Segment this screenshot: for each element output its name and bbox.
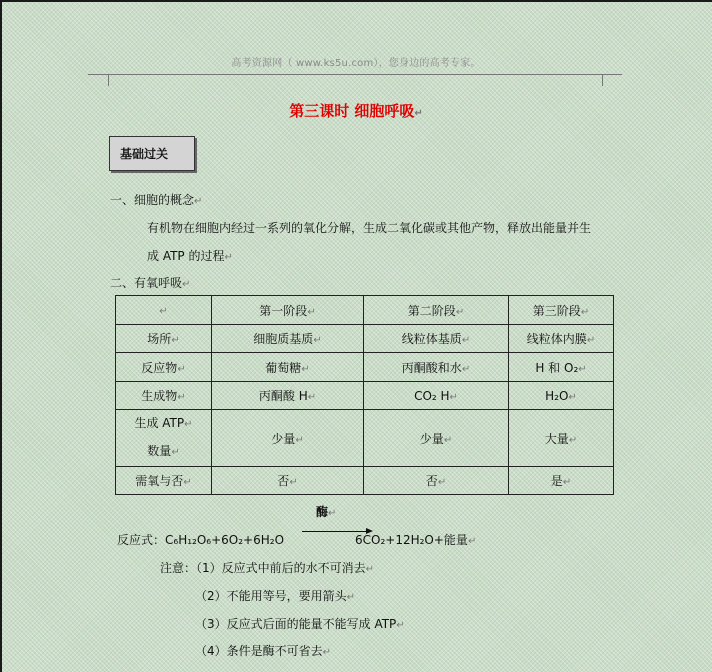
- section-box-label: 基础过关: [120, 147, 169, 161]
- section-box: [109, 136, 195, 171]
- table-cell: H₂O↵: [509, 382, 614, 410]
- table-row: [116, 410, 614, 467]
- note-1: 注意：（1）反应式中前后的水不可消去↵: [160, 561, 375, 575]
- table-cell: CO₂ H↵: [364, 382, 509, 410]
- reaction-right: 6CO₂+12H₂O+能量↵: [355, 533, 477, 547]
- section-2-heading: 二、有氧呼吸↵: [110, 276, 191, 290]
- header-rule: [108, 74, 602, 75]
- window-top-edge: [0, 0, 712, 2]
- table-cell: 细胞质基质↵: [212, 325, 364, 353]
- note-3: （3）反应式后面的能量不能写成 ATP↵: [195, 617, 405, 631]
- table-cell: 丙酮酸和水↵: [364, 353, 509, 382]
- table-header-cell: ↵: [116, 296, 212, 325]
- paragraph-mark-icon: ↵: [182, 279, 191, 290]
- reaction-left: 反应式：C₆H₁₂O₆+6O₂+6H₂O: [117, 533, 285, 547]
- table-cell: 否↵: [364, 467, 509, 495]
- table-cell: 反应物↵: [116, 353, 212, 382]
- paragraph-mark-icon: ↵: [224, 252, 233, 263]
- page-header: 高考资源网（ www.ks5u.com），您身边的高考专家。: [231, 58, 481, 69]
- table-cell: 生成 ATP↵ 数量↵: [116, 410, 212, 467]
- respiration-table: [115, 295, 614, 495]
- table-cell: 葡萄糖↵: [212, 353, 364, 382]
- margin-corner-mark-left: [108, 74, 109, 86]
- enzyme-label: 酶↵: [316, 505, 337, 519]
- header-rule-right: [602, 74, 622, 75]
- table-row: [116, 382, 614, 410]
- paragraph-mark-icon: ↵: [414, 108, 423, 119]
- table-cell: 否↵: [212, 467, 364, 495]
- table-cell: 线粒体基质↵: [364, 325, 509, 353]
- section-1-body-line-1: 有机物在细胞内经过一系列的氧化分解，生成二氧化碳或其他产物，释放出能量并生: [147, 221, 592, 235]
- table-cell: 是↵: [509, 467, 614, 495]
- table-cell: 大量↵: [509, 410, 614, 467]
- table-row: [116, 325, 614, 353]
- table-cell: 场所↵: [116, 325, 212, 353]
- section-1-body-line-2: 成 ATP 的过程↵: [147, 249, 233, 263]
- table-header-row: [116, 296, 614, 325]
- table-row: [116, 467, 614, 495]
- table-header-cell: 第三阶段↵: [509, 296, 614, 325]
- table-cell: 丙酮酸 H↵: [212, 382, 364, 410]
- paragraph-mark-icon: ↵: [194, 196, 203, 207]
- table-header-cell: 第一阶段↵: [212, 296, 364, 325]
- table-cell: 少量↵: [212, 410, 364, 467]
- margin-corner-mark-right: [602, 74, 603, 86]
- note-4: （4）条件是酶不可省去↵: [195, 644, 332, 658]
- table-header-cell: 第二阶段↵: [364, 296, 509, 325]
- table-cell: H 和 O₂↵: [509, 353, 614, 382]
- table-row: [116, 353, 614, 382]
- header-rule-left: [88, 74, 108, 75]
- table-cell: 需氧与否↵: [116, 467, 212, 495]
- table-cell: 线粒体内膜↵: [509, 325, 614, 353]
- table-cell: 少量↵: [364, 410, 509, 467]
- table-cell: 生成物↵: [116, 382, 212, 410]
- page-title: 第三课时 细胞呼吸↵: [289, 102, 423, 120]
- section-1-heading: 一、细胞的概念↵: [110, 193, 203, 207]
- note-2: （2）不能用等号，要用箭头↵: [195, 589, 356, 603]
